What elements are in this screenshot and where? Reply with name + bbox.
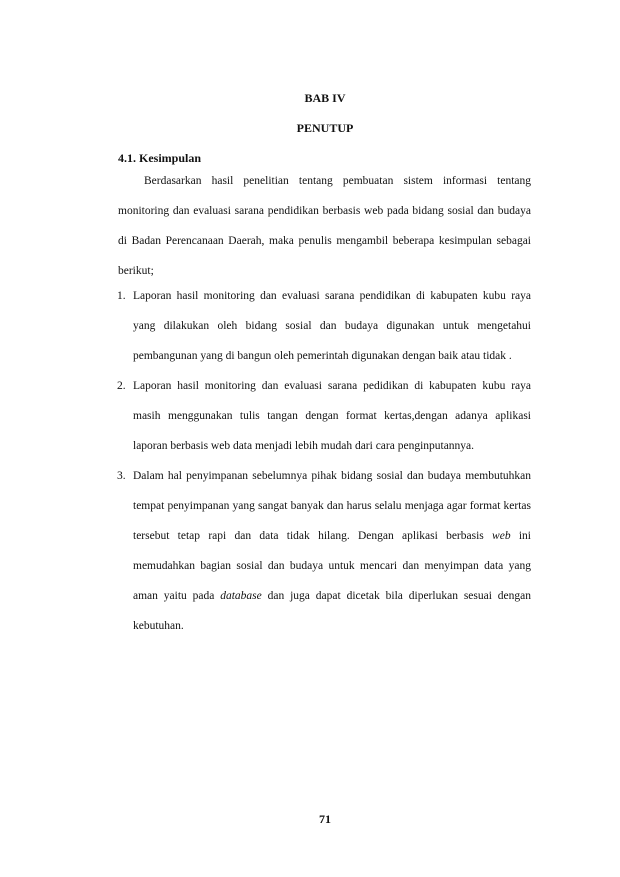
conclusion-list [118,281,531,641]
list-item-number: 2. [117,380,126,392]
italic-term-web: web [492,530,511,542]
list-item-text-part: dan juga dapat dicetak bila diperlukan sesuai dengan kebutuhan. [133,590,531,632]
list-item-text-part: ini memudahkan bagian sosial dan budaya untuk mencari dan menyimpan data yang aman yaitu pada [133,530,531,602]
intro-paragraph: Berdasarkan hasil penelitian tentang pembuatan sistem informasi tentang monitoring dan evaluasi sarana pendidikan berbasis web pada bidang sosial dan budaya di Badan Perencanaan Daerah, maka penulis mengambil beberapa kesimpulan sebagai berikut; [118,175,531,277]
chapter-label: BAB IV [304,91,346,105]
italic-term-database: database [220,590,262,602]
list-item-text: Laporan hasil monitoring dan evaluasi sarana pedidikan di kabupaten kubu raya masih menggunakan tulis tangan dengan format kertas,dengan adanya aplikasi laporan berbasis web data menjadi lebih mudah dari cara penginputannya. [133,380,531,452]
list-item-text-part: Dalam hal penyimpanan sebelumnya pihak bidang sosial dan budaya membutuhkan tempat penyimpanan yang sangat banyak dan harus selalu menjaga agar format kertas tersebut tetap rapi dan data tidak hilang. Dengan aplikasi berbasis [133,470,531,542]
list-item-number: 3. [117,470,126,482]
list-item [118,371,531,461]
page-number: 71 [319,812,331,826]
list-item [118,461,531,641]
list-item-text: Laporan hasil monitoring dan evaluasi sarana pendidikan di kabupaten kubu raya yang dilakukan oleh bidang sosial dan budaya digunakan untuk mengetahui pembangunan yang di bangun oleh pemerintah digunakan dengan baik atau tidak . [133,290,531,362]
chapter-title: PENUTUP [296,121,354,135]
list-item [118,281,531,371]
section-heading: 4.1. Kesimpulan [118,151,202,165]
list-item-number: 1. [117,290,126,302]
